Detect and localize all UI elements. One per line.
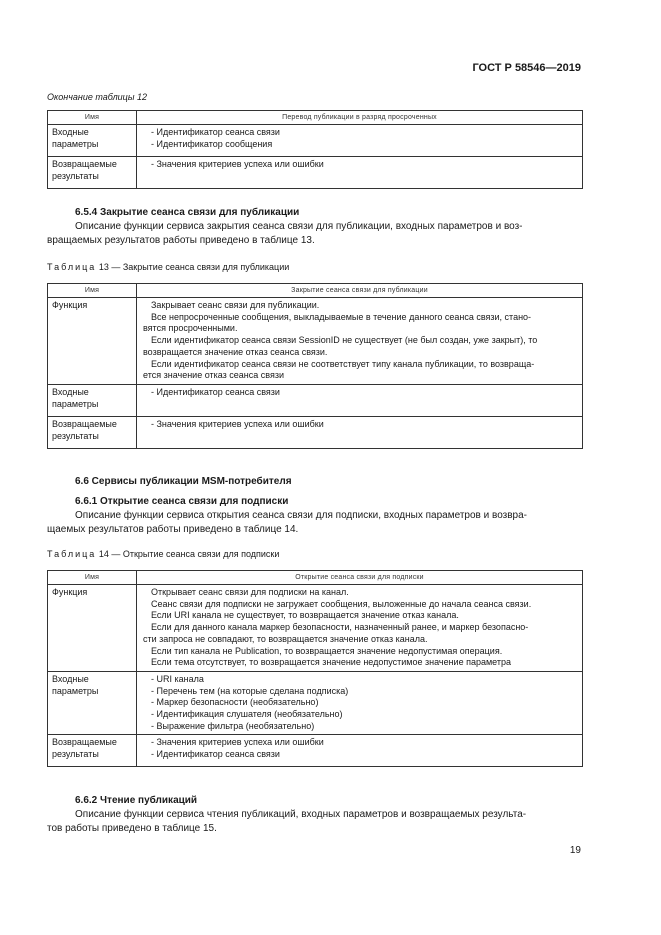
row-name-cell: Функция: [48, 585, 137, 672]
col-desc-header: Закрытие сеанса связи для публикации: [137, 284, 583, 298]
section-heading-6-6: 6.6 Сервисы публикации MSM-потребителя: [75, 476, 292, 487]
row-name-cell: Возвращаемые результаты: [48, 735, 137, 767]
table-row: [48, 671, 583, 735]
table-row: [48, 125, 583, 157]
section-heading-6-6-1: 6.6.1 Открытие сеанса связи для подписки: [75, 496, 289, 507]
table13-caption: Таблица 13 — Закрытие сеанса связи для публикации: [47, 262, 290, 272]
row-name-cell: Входные параметры: [48, 384, 137, 416]
page-number: 19: [569, 845, 581, 856]
section-paragraph: Описание функции сервиса открытия сеанса связи для подписки, входных параметров и возвра- щаемых результатов работы приведено в таблице 14.: [47, 510, 527, 535]
row-name-cell: Возвращаемые результаты: [48, 416, 137, 448]
table-row: [48, 585, 583, 672]
row-desc-cell: - Значения критериев успеха или ошибки: [137, 416, 583, 448]
table-14: [47, 570, 583, 767]
row-desc-cell: Закрывает сеанс связи для публикации. Все непросроченные сообщения, выкладываемые в течение данного сеанса связи, стано- вятся просроченными. Если идентификатор сеанса связи SessionID не существует (не был создан, уже закрыт), то возвращается значение отказ сеанса связи. Если идентификатор сеанса связи не соответствует типу канала публикации, то возвраща- ется значение отказ сеанса связи: [137, 298, 583, 385]
row-name-cell: Входные параметры: [48, 671, 137, 735]
row-desc-cell: - Значения критериев успеха или ошибки - Идентификатор сеанса связи: [137, 735, 583, 767]
col-name-header: Имя: [48, 571, 137, 585]
row-desc-cell: - Значения критериев успеха или ошибки: [137, 157, 583, 189]
row-desc-cell: - Идентификатор сеанса связи - Идентификатор сообщения: [137, 125, 583, 157]
row-desc-cell: - Идентификатор сеанса связи: [137, 384, 583, 416]
table-header-row: [48, 284, 583, 298]
col-desc-header: Перевод публикации в разряд просроченных: [137, 111, 583, 125]
row-desc-cell: Открывает сеанс связи для подписки на канал. Сеанс связи для подписки не загружает сообщения, выложенные до начала сеанса связи. Если URI канала не существует, то возвращается значение отказ канала. Если для данного канала маркер безопасности, назначенный ранее, и маркер безопасно- сти запроса не совпадают, то возвращается значение отказ канала. Если тип канала не Publication, то возвращается значение недопустимая операция. Если тема отсутствует, то возвращается значение недопустимое значение параметра: [137, 585, 583, 672]
table12-caption: Окончание таблицы 12: [47, 92, 147, 102]
section-paragraph: Описание функции сервиса закрытия сеанса связи для публикации, входных параметров и воз- вращаемых результатов работы приведено в таблице 13.: [47, 221, 523, 246]
table-row: [48, 384, 583, 416]
row-desc-cell: - URI канала - Перечень тем (на которые сделана подписка) - Маркер безопасности (необязательно) - Идентификация слушателя (необязательно) - Выражение фильтра (необязательно): [137, 671, 583, 735]
row-name-cell: Возвращаемые результаты: [48, 157, 137, 189]
table-13: [47, 283, 583, 449]
table-row: [48, 157, 583, 189]
row-name-cell: Функция: [48, 298, 137, 385]
col-desc-header: Открытие сеанса связи для подписки: [137, 571, 583, 585]
section-heading-6-5-4: 6.5.4 Закрытие сеанса связи для публикации: [75, 207, 300, 218]
row-name-cell: Входные параметры: [48, 125, 137, 157]
table-header-row: [48, 111, 583, 125]
document-id: ГОСТ Р 58546—2019: [472, 62, 581, 74]
table-12: [47, 110, 583, 189]
table-row: [48, 416, 583, 448]
table-header-row: [48, 571, 583, 585]
table-row: [48, 735, 583, 767]
col-name-header: Имя: [48, 284, 137, 298]
col-name-header: Имя: [48, 111, 137, 125]
table-row: [48, 298, 583, 385]
section-heading-6-6-2: 6.6.2 Чтение публикаций: [75, 795, 198, 806]
table14-caption: Таблица 14 — Открытие сеанса связи для подписки: [47, 549, 280, 559]
section-paragraph: Описание функции сервиса чтения публикаций, входных параметров и возвращаемых результа- тов работы приведено в таблице 15.: [47, 809, 527, 834]
